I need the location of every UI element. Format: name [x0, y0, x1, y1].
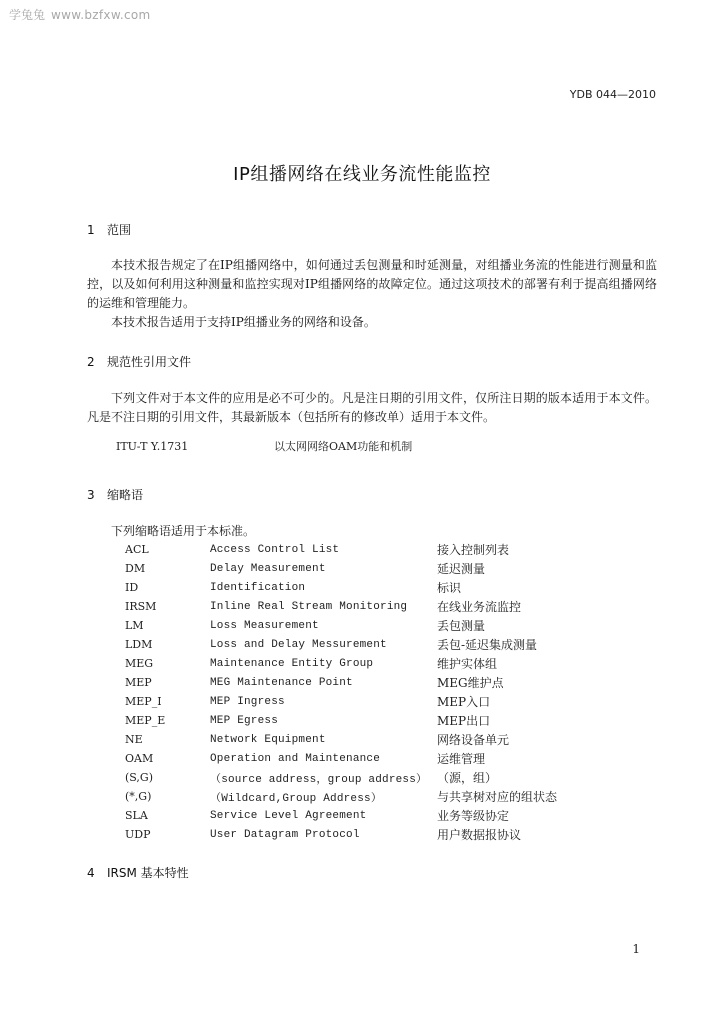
- abbr-english: （Wildcard,Group Address）: [210, 792, 383, 805]
- abbr-english: Delay Measurement: [210, 562, 326, 575]
- abbr-english: Access Control List: [210, 543, 340, 556]
- reference-item: [116, 438, 412, 454]
- section-heading-irsm: [87, 864, 189, 881]
- section-heading-abbreviations: [87, 486, 143, 503]
- table-row: [125, 692, 557, 711]
- scope-text: [87, 256, 657, 332]
- abbr-chinese: 延迟测量: [437, 562, 486, 576]
- table-row: [125, 597, 557, 616]
- abbr-term: SLA: [125, 809, 148, 822]
- abbr-term: MEP_I: [125, 695, 162, 708]
- abbr-term: NE: [125, 733, 143, 746]
- abbr-term: IRSM: [125, 600, 157, 613]
- abbr-chinese: 用户数据报协议: [437, 828, 522, 842]
- table-row: [125, 673, 557, 692]
- watermark: [9, 6, 150, 23]
- abbr-chinese: 标识: [437, 581, 462, 595]
- abbr-chinese: 运维管理: [437, 752, 486, 766]
- document-title: IP组播网络在线业务流性能监控: [233, 164, 491, 185]
- abbr-term: LDM: [125, 638, 153, 651]
- reference-title: 以太网网络OAM功能和机制: [274, 440, 413, 453]
- page-number: 1: [632, 942, 640, 956]
- table-row: [125, 540, 557, 559]
- abbr-english: Network Equipment: [210, 733, 326, 746]
- abbreviations-table: [125, 540, 557, 844]
- reference-code: ITU-T Y.1731: [116, 440, 189, 453]
- abbr-chinese: MEP入口: [437, 695, 491, 709]
- table-row: [125, 559, 557, 578]
- abbr-term: LM: [125, 619, 144, 632]
- abbr-term: MEP: [125, 676, 152, 689]
- section-heading-scope: [87, 221, 131, 238]
- table-row: [125, 768, 557, 787]
- section-title: 缩略语: [107, 488, 144, 502]
- abbr-term: UDP: [125, 828, 151, 841]
- abbr-chinese: MEP出口: [437, 714, 491, 728]
- scope-paragraph-2: 本技术报告适用于支持IP组播业务的网络和设备。: [111, 315, 376, 329]
- section-number: 2: [87, 355, 95, 369]
- abbreviations-intro: 下列缩略语适用于本标准。: [111, 524, 256, 538]
- table-row: [125, 616, 557, 635]
- abbr-english: Service Level Agreement: [210, 809, 367, 822]
- abbr-english: Identification: [210, 581, 306, 594]
- abbr-term: ACL: [125, 543, 149, 556]
- table-row: [125, 749, 557, 768]
- abbr-term: MEP_E: [125, 714, 166, 727]
- section-heading-references: [87, 353, 191, 370]
- abbr-english: Loss and Delay Messurement: [210, 638, 387, 651]
- section-title: IRSM 基本特性: [107, 866, 189, 880]
- section-number: 1: [87, 223, 95, 237]
- abbr-chinese: MEG维护点: [437, 676, 504, 690]
- scope-paragraph-1: 本技术报告规定了在IP组播网络中，如何通过丢包测量和时延测量，对组播业务流的性能进行测量和监控，以及如何利用这种测量和监控实现对IP组播网络的故障定位。通过这项技术的部署有利于提高组播网络的运维和管理能力。: [87, 258, 657, 310]
- abbr-chinese: 维护实体组: [437, 657, 498, 671]
- abbr-english: Loss Measurement: [210, 619, 319, 632]
- table-row: [125, 806, 557, 825]
- abbr-english: Maintenance Entity Group: [210, 657, 374, 670]
- watermark-site: 学兔兔: [9, 8, 46, 22]
- abbr-english: MEP Egress: [210, 714, 279, 727]
- table-row: [125, 635, 557, 654]
- abbr-chinese: 丢包-延迟集成测量: [437, 638, 538, 652]
- abbr-chinese: 接入控制列表: [437, 543, 510, 557]
- abbr-term: (S,G): [125, 771, 154, 784]
- table-row: [125, 730, 557, 749]
- section-number: 4: [87, 866, 95, 880]
- references-intro: 下列文件对于本文件的应用是必不可少的。凡是注日期的引用文件，仅所注日期的版本适用于本文件。凡是不注日期的引用文件，其最新版本（包括所有的修改单）适用于本文件。: [87, 391, 657, 424]
- abbr-term: OAM: [125, 752, 154, 765]
- abbr-english: Inline Real Stream Monitoring: [210, 600, 408, 613]
- abbr-chinese: （源，组）: [437, 771, 498, 785]
- abbr-term: ID: [125, 581, 139, 594]
- abbr-english: MEG Maintenance Point: [210, 676, 353, 689]
- section-number: 3: [87, 488, 95, 502]
- abbr-english: MEP Ingress: [210, 695, 285, 708]
- abbr-english: （source address，group address）: [210, 773, 428, 786]
- table-row: [125, 825, 557, 844]
- abbr-chinese: 业务等级协定: [437, 809, 510, 823]
- table-row: [125, 711, 557, 730]
- abbr-chinese: 在线业务流监控: [437, 600, 522, 614]
- table-row: [125, 654, 557, 673]
- section-title: 范围: [107, 223, 132, 237]
- table-row: [125, 578, 557, 597]
- abbr-term: MEG: [125, 657, 154, 670]
- abbr-chinese: 网络设备单元: [437, 733, 510, 747]
- abbr-english: Operation and Maintenance: [210, 752, 381, 765]
- table-row: [125, 787, 557, 806]
- abbr-term: DM: [125, 562, 146, 575]
- abbr-chinese: 丢包测量: [437, 619, 486, 633]
- watermark-url: www.bzfxw.com: [51, 8, 151, 22]
- abbr-term: (*,G): [125, 790, 152, 803]
- document-number: YDB 044—2010: [569, 88, 656, 101]
- abbr-english: User Datagram Protocol: [210, 828, 360, 841]
- references-text: [87, 389, 657, 427]
- section-title: 规范性引用文件: [107, 355, 192, 369]
- abbr-chinese: 与共享树对应的组状态: [437, 790, 558, 804]
